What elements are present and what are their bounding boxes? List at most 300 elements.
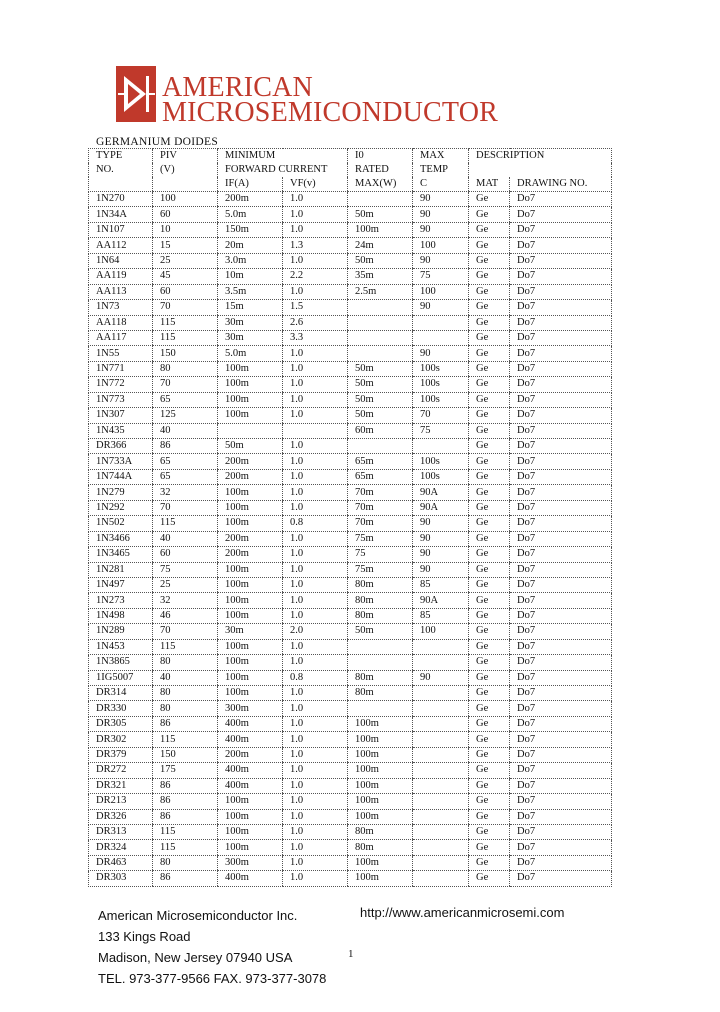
- cell-if: [218, 423, 283, 438]
- table-row: [89, 763, 612, 778]
- cell-type: AA117: [89, 330, 153, 345]
- cell-type: 1N55: [89, 346, 153, 361]
- table-row: [89, 809, 612, 824]
- cell-type: DR326: [89, 809, 153, 824]
- cell-io: 100m: [348, 747, 413, 762]
- cell-vf: 1.0: [283, 763, 348, 778]
- cell-vf: 1.0: [283, 701, 348, 716]
- cell-piv: 86: [153, 809, 218, 824]
- table-row: [89, 408, 612, 423]
- table-row: [89, 469, 612, 484]
- cell-mat: Ge: [469, 423, 510, 438]
- cell-io: 24m: [348, 238, 413, 253]
- cell-piv: 70: [153, 500, 218, 515]
- cell-temp: [413, 871, 469, 886]
- cell-drawing: Do7: [510, 346, 612, 361]
- cell-mat: Ge: [469, 686, 510, 701]
- cell-vf: 1.0: [283, 547, 348, 562]
- header-vf: VF(v): [283, 177, 348, 192]
- cell-type: 1N279: [89, 485, 153, 500]
- cell-type: 1N34A: [89, 207, 153, 222]
- cell-vf: 1.3: [283, 238, 348, 253]
- cell-type: 1N453: [89, 639, 153, 654]
- cell-temp: [413, 330, 469, 345]
- cell-piv: 46: [153, 608, 218, 623]
- table-row: [89, 547, 612, 562]
- cell-type: 1N771: [89, 361, 153, 376]
- header-temp: TEMP: [413, 163, 469, 177]
- cell-temp: 90A: [413, 593, 469, 608]
- table-row: [89, 284, 612, 299]
- cell-if: 3.5m: [218, 284, 283, 299]
- table-row: [89, 253, 612, 268]
- cell-vf: 1.0: [283, 732, 348, 747]
- table-row: [89, 732, 612, 747]
- cell-if: 200m: [218, 747, 283, 762]
- cell-type: 1N3865: [89, 655, 153, 670]
- cell-piv: 45: [153, 269, 218, 284]
- table-row: [89, 639, 612, 654]
- table-row: [89, 871, 612, 886]
- table-row: [89, 855, 612, 870]
- cell-if: 100m: [218, 670, 283, 685]
- cell-piv: 75: [153, 562, 218, 577]
- cell-io: 50m: [348, 207, 413, 222]
- cell-mat: Ge: [469, 222, 510, 237]
- cell-type: 1N270: [89, 192, 153, 207]
- table-row: [89, 670, 612, 685]
- cell-mat: Ge: [469, 655, 510, 670]
- cell-io: 100m: [348, 716, 413, 731]
- cell-mat: Ge: [469, 454, 510, 469]
- cell-drawing: Do7: [510, 516, 612, 531]
- cell-temp: 90A: [413, 485, 469, 500]
- cell-mat: Ge: [469, 840, 510, 855]
- cell-temp: [413, 824, 469, 839]
- cell-piv: 86: [153, 871, 218, 886]
- cell-mat: Ge: [469, 284, 510, 299]
- header-description: DESCRIPTION: [469, 149, 612, 164]
- cell-if: 20m: [218, 238, 283, 253]
- header-io: I0: [348, 149, 413, 164]
- header-celsius: C: [413, 177, 469, 192]
- company-logo-icon: [116, 66, 156, 122]
- cell-temp: [413, 655, 469, 670]
- cell-drawing: Do7: [510, 855, 612, 870]
- cell-mat: Ge: [469, 855, 510, 870]
- table-row: [89, 516, 612, 531]
- cell-mat: Ge: [469, 593, 510, 608]
- cell-type: DR324: [89, 840, 153, 855]
- cell-vf: 1.0: [283, 439, 348, 454]
- cell-drawing: Do7: [510, 639, 612, 654]
- cell-if: 100m: [218, 794, 283, 809]
- cell-drawing: Do7: [510, 547, 612, 562]
- cell-type: 1N502: [89, 516, 153, 531]
- cell-drawing: Do7: [510, 840, 612, 855]
- diode-table: [88, 148, 612, 887]
- cell-if: 30m: [218, 330, 283, 345]
- cell-temp: 75: [413, 423, 469, 438]
- cell-vf: 1.0: [283, 577, 348, 592]
- cell-io: [348, 346, 413, 361]
- cell-temp: 100: [413, 284, 469, 299]
- cell-mat: Ge: [469, 516, 510, 531]
- footer-street: 133 Kings Road: [98, 929, 191, 944]
- cell-piv: 60: [153, 207, 218, 222]
- cell-io: 80m: [348, 670, 413, 685]
- cell-type: DR302: [89, 732, 153, 747]
- cell-type: 1N289: [89, 624, 153, 639]
- cell-if: 100m: [218, 686, 283, 701]
- cell-temp: 75: [413, 269, 469, 284]
- cell-vf: 1.0: [283, 686, 348, 701]
- cell-mat: Ge: [469, 531, 510, 546]
- cell-mat: Ge: [469, 408, 510, 423]
- cell-mat: Ge: [469, 608, 510, 623]
- cell-type: AA119: [89, 269, 153, 284]
- cell-mat: Ge: [469, 253, 510, 268]
- cell-temp: 100s: [413, 361, 469, 376]
- cell-type: 1N292: [89, 500, 153, 515]
- cell-mat: Ge: [469, 747, 510, 762]
- cell-type: DR330: [89, 701, 153, 716]
- cell-mat: Ge: [469, 300, 510, 315]
- cell-piv: 86: [153, 716, 218, 731]
- table-row: [89, 562, 612, 577]
- footer-city: Madison, New Jersey 07940 USA: [98, 950, 293, 965]
- cell-piv: 80: [153, 855, 218, 870]
- cell-drawing: Do7: [510, 716, 612, 731]
- cell-mat: Ge: [469, 377, 510, 392]
- brand-line-1: AMERICAN: [162, 72, 313, 103]
- cell-mat: Ge: [469, 238, 510, 253]
- cell-io: 100m: [348, 763, 413, 778]
- table-row: [89, 824, 612, 839]
- footer-url-link[interactable]: http://www.americanmicrosemi.com: [360, 905, 565, 920]
- cell-vf: 1.0: [283, 361, 348, 376]
- cell-piv: 32: [153, 593, 218, 608]
- cell-drawing: Do7: [510, 284, 612, 299]
- cell-drawing: Do7: [510, 824, 612, 839]
- cell-piv: 40: [153, 670, 218, 685]
- cell-temp: 90: [413, 670, 469, 685]
- cell-io: 100m: [348, 794, 413, 809]
- cell-mat: Ge: [469, 500, 510, 515]
- cell-mat: Ge: [469, 207, 510, 222]
- cell-type: 1N107: [89, 222, 153, 237]
- cell-type: 1N733A: [89, 454, 153, 469]
- cell-mat: Ge: [469, 547, 510, 562]
- cell-io: 75m: [348, 531, 413, 546]
- cell-temp: 90: [413, 192, 469, 207]
- cell-drawing: Do7: [510, 809, 612, 824]
- cell-mat: Ge: [469, 624, 510, 639]
- cell-drawing: Do7: [510, 701, 612, 716]
- cell-type: 1N497: [89, 577, 153, 592]
- cell-piv: 100: [153, 192, 218, 207]
- cell-type: DR321: [89, 778, 153, 793]
- table-row: [89, 655, 612, 670]
- cell-vf: 0.8: [283, 516, 348, 531]
- cell-if: 300m: [218, 855, 283, 870]
- cell-piv: 65: [153, 454, 218, 469]
- cell-mat: Ge: [469, 824, 510, 839]
- table-row: [89, 300, 612, 315]
- cell-drawing: Do7: [510, 747, 612, 762]
- cell-drawing: Do7: [510, 454, 612, 469]
- cell-type: DR379: [89, 747, 153, 762]
- cell-piv: 32: [153, 485, 218, 500]
- cell-piv: 80: [153, 701, 218, 716]
- cell-type: 1N435: [89, 423, 153, 438]
- cell-piv: 80: [153, 361, 218, 376]
- cell-mat: Ge: [469, 732, 510, 747]
- cell-temp: 90: [413, 222, 469, 237]
- cell-if: 100m: [218, 500, 283, 515]
- cell-vf: 1.0: [283, 192, 348, 207]
- cell-if: 3.0m: [218, 253, 283, 268]
- cell-if: 100m: [218, 840, 283, 855]
- cell-type: AA113: [89, 284, 153, 299]
- table-row: [89, 377, 612, 392]
- cell-if: 400m: [218, 763, 283, 778]
- cell-temp: 85: [413, 577, 469, 592]
- cell-temp: [413, 701, 469, 716]
- cell-drawing: Do7: [510, 608, 612, 623]
- cell-io: 50m: [348, 392, 413, 407]
- cell-temp: [413, 763, 469, 778]
- table-row: [89, 701, 612, 716]
- cell-vf: 1.0: [283, 809, 348, 824]
- cell-mat: Ge: [469, 192, 510, 207]
- cell-type: 1N64: [89, 253, 153, 268]
- cell-io: 2.5m: [348, 284, 413, 299]
- cell-drawing: Do7: [510, 655, 612, 670]
- cell-temp: [413, 840, 469, 855]
- cell-type: 1N498: [89, 608, 153, 623]
- cell-piv: 80: [153, 686, 218, 701]
- table-row: [89, 315, 612, 330]
- table-row: [89, 840, 612, 855]
- cell-drawing: Do7: [510, 778, 612, 793]
- cell-piv: 115: [153, 315, 218, 330]
- cell-type: DR272: [89, 763, 153, 778]
- cell-mat: Ge: [469, 639, 510, 654]
- cell-type: 1N307: [89, 408, 153, 423]
- cell-if: 400m: [218, 716, 283, 731]
- header-piv: PIV: [153, 149, 218, 164]
- cell-drawing: Do7: [510, 192, 612, 207]
- cell-piv: 70: [153, 377, 218, 392]
- cell-io: 80m: [348, 577, 413, 592]
- header-row-2: [89, 163, 612, 177]
- cell-io: 65m: [348, 469, 413, 484]
- cell-if: 100m: [218, 577, 283, 592]
- cell-temp: [413, 686, 469, 701]
- cell-if: 30m: [218, 624, 283, 639]
- cell-temp: [413, 855, 469, 870]
- cell-vf: 1.0: [283, 284, 348, 299]
- footer-phone: TEL. 973-377-9566 FAX. 973-377-3078: [98, 971, 327, 986]
- brand-line-2: MICROSEMICONDUCTOR: [162, 97, 499, 128]
- header-row-1: [89, 149, 612, 164]
- cell-vf: 1.0: [283, 408, 348, 423]
- cell-piv: 175: [153, 763, 218, 778]
- cell-vf: 0.8: [283, 670, 348, 685]
- cell-type: 1N3466: [89, 531, 153, 546]
- cell-vf: 1.0: [283, 840, 348, 855]
- table-row: [89, 485, 612, 500]
- cell-io: 100m: [348, 809, 413, 824]
- cell-type: DR313: [89, 824, 153, 839]
- cell-drawing: Do7: [510, 562, 612, 577]
- cell-vf: 1.0: [283, 377, 348, 392]
- cell-temp: 90: [413, 253, 469, 268]
- cell-drawing: Do7: [510, 593, 612, 608]
- cell-if: 400m: [218, 778, 283, 793]
- cell-piv: 115: [153, 732, 218, 747]
- cell-temp: 85: [413, 608, 469, 623]
- cell-mat: Ge: [469, 562, 510, 577]
- header-row-3: [89, 177, 612, 192]
- cell-temp: 70: [413, 408, 469, 423]
- cell-type: DR463: [89, 855, 153, 870]
- cell-if: 100m: [218, 639, 283, 654]
- cell-type: 1N73: [89, 300, 153, 315]
- header-no: NO.: [89, 163, 153, 177]
- cell-piv: 60: [153, 284, 218, 299]
- cell-temp: 90: [413, 531, 469, 546]
- cell-vf: 1.0: [283, 392, 348, 407]
- cell-type: DR305: [89, 716, 153, 731]
- cell-io: [348, 300, 413, 315]
- cell-io: [348, 655, 413, 670]
- cell-io: [348, 315, 413, 330]
- cell-if: 100m: [218, 516, 283, 531]
- cell-piv: 70: [153, 300, 218, 315]
- header-mat: MAT: [469, 177, 510, 192]
- cell-vf: 1.0: [283, 871, 348, 886]
- table-row: [89, 624, 612, 639]
- cell-mat: Ge: [469, 269, 510, 284]
- cell-drawing: Do7: [510, 577, 612, 592]
- cell-vf: 1.0: [283, 655, 348, 670]
- cell-vf: [283, 423, 348, 438]
- cell-temp: 100s: [413, 377, 469, 392]
- cell-drawing: Do7: [510, 794, 612, 809]
- cell-if: 10m: [218, 269, 283, 284]
- cell-piv: 10: [153, 222, 218, 237]
- cell-if: 30m: [218, 315, 283, 330]
- cell-piv: 86: [153, 794, 218, 809]
- cell-vf: 1.0: [283, 485, 348, 500]
- cell-io: [348, 330, 413, 345]
- cell-type: 1N281: [89, 562, 153, 577]
- cell-vf: 1.5: [283, 300, 348, 315]
- cell-if: 100m: [218, 655, 283, 670]
- cell-mat: Ge: [469, 361, 510, 376]
- cell-io: 50m: [348, 408, 413, 423]
- table-row: [89, 454, 612, 469]
- cell-temp: [413, 809, 469, 824]
- cell-drawing: Do7: [510, 732, 612, 747]
- cell-vf: 1.0: [283, 593, 348, 608]
- cell-drawing: Do7: [510, 624, 612, 639]
- cell-vf: 1.0: [283, 639, 348, 654]
- table-row: [89, 608, 612, 623]
- cell-temp: 100s: [413, 469, 469, 484]
- cell-temp: 100: [413, 624, 469, 639]
- cell-if: 100m: [218, 608, 283, 623]
- cell-drawing: Do7: [510, 392, 612, 407]
- cell-piv: 115: [153, 840, 218, 855]
- cell-io: 100m: [348, 778, 413, 793]
- cell-vf: 1.0: [283, 794, 348, 809]
- cell-io: 70m: [348, 516, 413, 531]
- cell-vf: 1.0: [283, 346, 348, 361]
- cell-io: 50m: [348, 253, 413, 268]
- cell-type: 1IG5007: [89, 670, 153, 685]
- cell-vf: 1.0: [283, 222, 348, 237]
- cell-io: 35m: [348, 269, 413, 284]
- cell-io: 50m: [348, 377, 413, 392]
- cell-temp: [413, 778, 469, 793]
- cell-if: 5.0m: [218, 207, 283, 222]
- cell-vf: 1.0: [283, 454, 348, 469]
- table-row: [89, 531, 612, 546]
- cell-drawing: Do7: [510, 439, 612, 454]
- cell-io: 100m: [348, 855, 413, 870]
- cell-io: 100m: [348, 732, 413, 747]
- cell-if: 200m: [218, 531, 283, 546]
- cell-piv: 70: [153, 624, 218, 639]
- cell-drawing: Do7: [510, 485, 612, 500]
- cell-piv: 150: [153, 346, 218, 361]
- cell-io: [348, 639, 413, 654]
- cell-mat: Ge: [469, 485, 510, 500]
- cell-type: AA118: [89, 315, 153, 330]
- cell-type: DR213: [89, 794, 153, 809]
- cell-drawing: Do7: [510, 531, 612, 546]
- cell-drawing: Do7: [510, 670, 612, 685]
- cell-io: 50m: [348, 624, 413, 639]
- table-row: [89, 778, 612, 793]
- table-row: [89, 330, 612, 345]
- cell-piv: 115: [153, 824, 218, 839]
- cell-type: 1N773: [89, 392, 153, 407]
- cell-io: 80m: [348, 840, 413, 855]
- table-row: [89, 593, 612, 608]
- cell-mat: Ge: [469, 392, 510, 407]
- cell-if: 100m: [218, 361, 283, 376]
- cell-vf: 1.0: [283, 562, 348, 577]
- cell-drawing: Do7: [510, 377, 612, 392]
- cell-vf: 1.0: [283, 608, 348, 623]
- cell-temp: [413, 747, 469, 762]
- cell-temp: 90: [413, 300, 469, 315]
- cell-temp: 100: [413, 238, 469, 253]
- cell-temp: [413, 639, 469, 654]
- cell-vf: 2.0: [283, 624, 348, 639]
- cell-drawing: Do7: [510, 763, 612, 778]
- cell-piv: 80: [153, 655, 218, 670]
- cell-io: [348, 439, 413, 454]
- cell-vf: 2.2: [283, 269, 348, 284]
- cell-drawing: Do7: [510, 871, 612, 886]
- cell-mat: Ge: [469, 315, 510, 330]
- cell-piv: 115: [153, 516, 218, 531]
